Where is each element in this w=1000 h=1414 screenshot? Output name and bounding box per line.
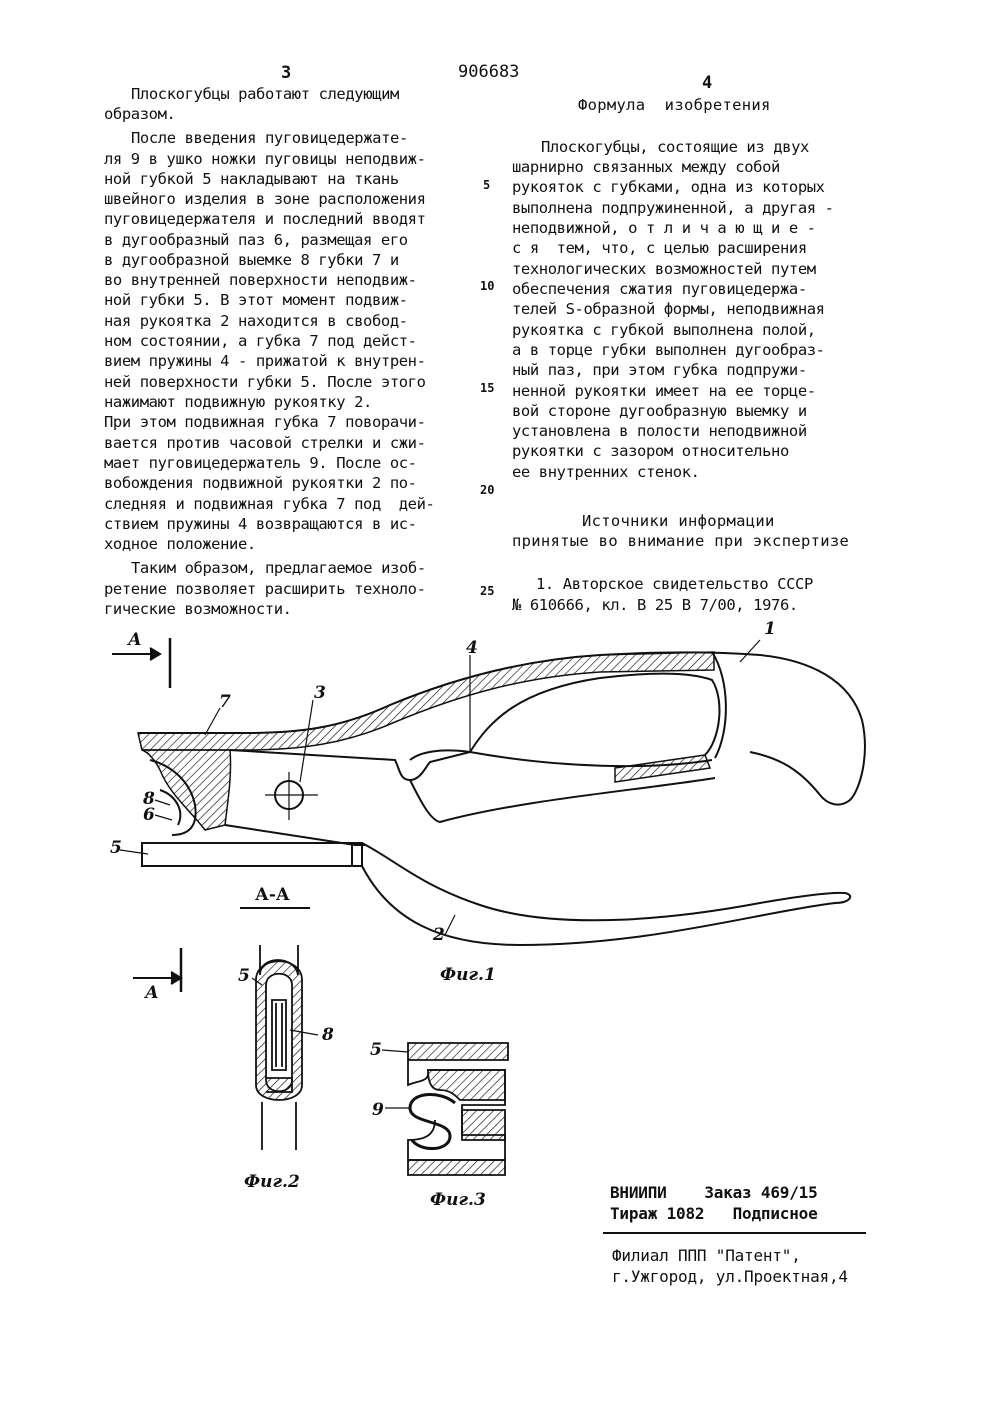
left-line: образом. <box>104 105 176 123</box>
right-line: телей S-образной формы, неподвижная <box>512 300 825 318</box>
section-mark-top-label: А <box>128 630 142 650</box>
left-line: ной губки 5. В этот момент подвиж- <box>104 291 408 309</box>
fig1-drawing <box>112 638 865 945</box>
section-mark-bottom-label: А <box>145 983 159 1003</box>
right-line: рукоятка с губкой выполнена полой, <box>512 321 816 339</box>
right-line: ненной рукоятки имеет на ее торце- <box>512 382 816 400</box>
left-line: вобождения подвижной рукоятки 2 по- <box>104 474 417 492</box>
callout-2: 2 <box>433 925 445 945</box>
line-number: 5 <box>483 178 491 192</box>
left-line: При этом подвижная губка 7 поворачи- <box>104 413 426 431</box>
callout-8: 8 <box>143 789 155 809</box>
line-number: 20 <box>480 483 495 497</box>
imprint-divider <box>603 1232 866 1234</box>
line-number: 25 <box>480 584 495 598</box>
line-number: 10 <box>480 279 495 293</box>
callout-7: 7 <box>219 692 231 712</box>
left-line: швейного изделия в зоне расположения <box>104 190 426 208</box>
patent-number: 906683 <box>458 62 520 82</box>
right-line: неподвижной, о т л и ч а ю щ и е - <box>512 219 816 237</box>
fig2-callout-5: 5 <box>238 966 250 986</box>
callout-5: 5 <box>110 838 122 858</box>
fig2-drawing <box>252 945 318 1150</box>
imprint-line-3: Филиал ППП "Патент", <box>612 1246 801 1265</box>
fig3-callout-5: 5 <box>370 1040 382 1060</box>
left-line: пуговицедержателя и последний вводят <box>104 210 426 228</box>
right-line: выполнена подпружиненной, а другая - <box>512 199 834 217</box>
left-line: ная рукоятка 2 находится в свобод- <box>104 312 408 330</box>
left-line: мает пуговицедержатель 9. После ос- <box>104 454 417 472</box>
left-line: во внутренней поверхности неподвиж- <box>104 271 417 289</box>
left-line: ней поверхности губки 5. После этого <box>104 373 426 391</box>
right-line: шарнирно связанных между собой <box>512 158 780 176</box>
left-line: вием пружины 4 - прижатой к внутрен- <box>104 352 426 370</box>
left-line: вается против часовой стрелки и сжи- <box>104 434 426 452</box>
callout-1: 1 <box>764 619 776 639</box>
callout-4: 4 <box>466 638 478 658</box>
left-line: После введения пуговицедержате- <box>131 129 408 147</box>
right-line: рукояток с губками, одна из которых <box>512 178 825 196</box>
imprint-line-1: ВНИИПИ Заказ 469/15 <box>610 1183 818 1202</box>
left-line: ходное положение. <box>104 535 256 553</box>
line-number: 15 <box>480 381 495 395</box>
source-line: 1. Авторское свидетельство СССР <box>536 575 813 593</box>
section-label: А-А <box>255 885 290 905</box>
right-line: вой стороне дугообразную выемку и <box>512 402 807 420</box>
right-line: с я тем, что, с целью расширения <box>512 239 807 257</box>
page-number-right: 4 <box>702 73 713 93</box>
left-line: в дугообразной выемке 8 губки 7 и <box>104 251 399 269</box>
imprint-line-2: Тираж 1082 Подписное <box>610 1204 818 1223</box>
right-line: установлена в полости неподвижной <box>512 422 807 440</box>
fig2-label: Фиг.2 <box>244 1172 300 1192</box>
sources-title: Источники информации <box>582 512 775 530</box>
left-line: ля 9 в ушко ножки пуговицы неподвиж- <box>104 150 426 168</box>
right-line: ный паз, при этом губка подпружи- <box>512 361 807 379</box>
left-line: Таким образом, предлагаемое изоб- <box>131 559 426 577</box>
left-line: ретение позволяет расширить техноло- <box>104 580 426 598</box>
fig3-callout-9: 9 <box>372 1100 384 1120</box>
fig3-label: Фиг.3 <box>430 1190 486 1210</box>
left-line: в дугообразный паз 6, размещая его <box>104 231 408 249</box>
right-line: рукоятки с зазором относительно <box>512 442 789 460</box>
left-line: нажимают подвижную рукоятку 2. <box>104 393 372 411</box>
right-line: обеспечения сжатия пуговицедержа- <box>512 280 807 298</box>
fig2-callout-8: 8 <box>322 1025 334 1045</box>
sources-subtitle: принятые во внимание при экспертизе <box>512 532 850 550</box>
right-line: а в торце губки выполнен дугообраз- <box>512 341 825 359</box>
fig3-drawing <box>382 1043 508 1175</box>
right-line: ее внутренних стенок. <box>512 463 700 481</box>
left-line: ном состоянии, а губка 7 под дейст- <box>104 332 417 350</box>
callout-3: 3 <box>314 683 326 703</box>
callout-6: 6 <box>143 805 155 825</box>
fig1-label: Фиг.1 <box>440 965 496 985</box>
page-number-left: 3 <box>281 63 292 83</box>
left-line: Плоскогубцы работают следующим <box>131 85 399 103</box>
left-line: ствием пружины 4 возвращаются в ис- <box>104 515 417 533</box>
claims-title: Формула изобретения <box>578 96 771 114</box>
right-line: Плоскогубцы, состоящие из двух <box>541 138 809 156</box>
left-line: ной губкой 5 накладывают на ткань <box>104 170 399 188</box>
source-line: № 610666, кл. В 25 В 7/00, 1976. <box>512 596 798 614</box>
right-line: технологических возможностей путем <box>512 260 816 278</box>
left-line: гические возможности. <box>104 600 292 618</box>
left-line: следняя и подвижная губка 7 под дей- <box>104 495 435 513</box>
imprint-line-4: г.Ужгород, ул.Проектная,4 <box>612 1267 848 1286</box>
